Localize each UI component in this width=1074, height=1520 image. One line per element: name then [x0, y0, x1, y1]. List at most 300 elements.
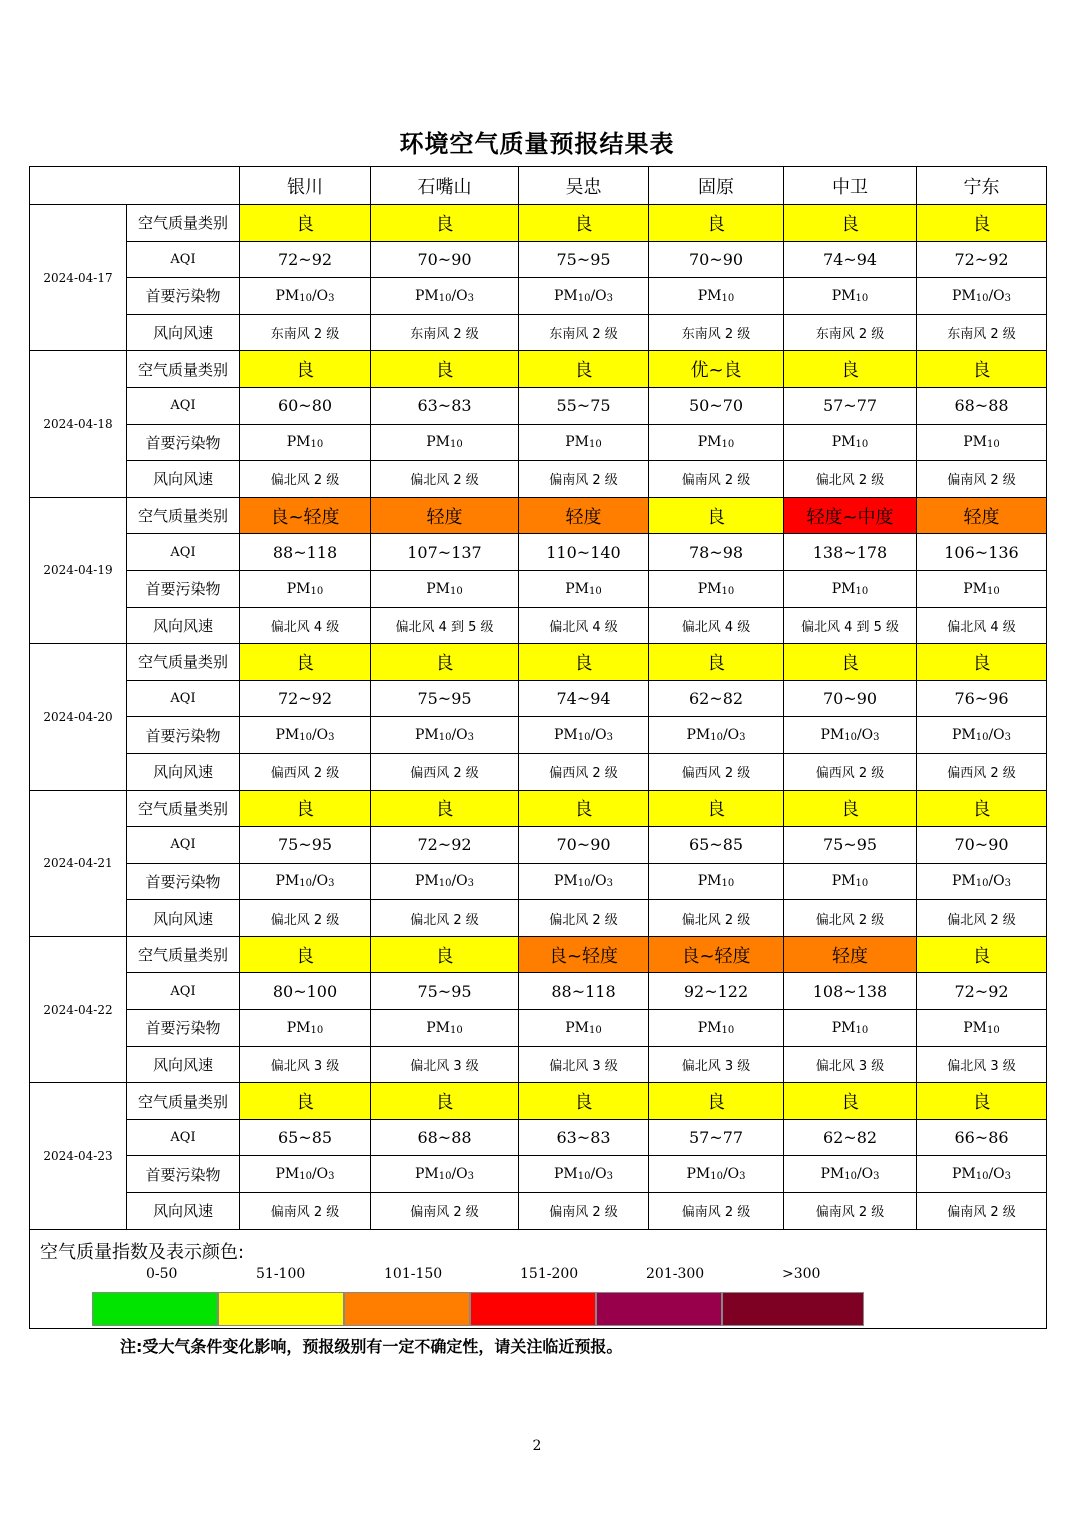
- row-label: AQI: [127, 534, 240, 571]
- wind-cell: 偏北风 2 级: [784, 461, 917, 498]
- subscript: 3: [1004, 732, 1012, 744]
- category-cell: 良: [649, 497, 784, 534]
- subscript: 3: [606, 732, 614, 744]
- subscript: 10: [450, 439, 463, 451]
- subscript: 3: [1004, 292, 1012, 304]
- pollutant-cell: $PM_{10}/O_3$: [519, 278, 649, 315]
- category-cell: 良: [917, 1083, 1047, 1120]
- pollutant-cell: $PM_{10}/O_3$: [371, 278, 519, 315]
- pollutant-cell: $PM_{10}$: [240, 1010, 371, 1047]
- aqi-cell: 70~90: [519, 827, 649, 864]
- aqi-cell: 70~90: [784, 680, 917, 717]
- aqi-cell: 92~122: [649, 973, 784, 1010]
- legend-range-label: >300: [782, 1265, 821, 1282]
- subscript: 10: [855, 439, 869, 451]
- category-cell: 良: [917, 936, 1047, 973]
- subscript: 10: [577, 1171, 591, 1183]
- wind-cell: 偏南风 2 级: [519, 1193, 649, 1230]
- wind-cell: 东南风 2 级: [519, 314, 649, 351]
- date-cell: 2024-04-21: [30, 790, 127, 936]
- category-cell: 优~良: [649, 351, 784, 388]
- aqi-cell: 75~95: [519, 241, 649, 278]
- aqi-cell: 72~92: [917, 241, 1047, 278]
- table-row: [30, 863, 1047, 900]
- pollutant-cell: $PM_{10}$: [649, 424, 784, 461]
- table-row: [30, 1010, 1047, 1047]
- category-cell: 良: [649, 205, 784, 242]
- table-row: [30, 717, 1047, 754]
- pollutant-cell: $PM_{10}/O_3$: [917, 278, 1047, 315]
- category-cell: 良: [519, 205, 649, 242]
- page-title: 环境空气质量预报结果表: [399, 130, 675, 158]
- pollutant-cell: $PM_{10}$: [240, 424, 371, 461]
- legend-range-label: 51-100: [256, 1265, 306, 1282]
- city-header: 固原: [649, 167, 784, 205]
- category-cell: 良: [371, 351, 519, 388]
- wind-cell: 东南风 2 级: [649, 314, 784, 351]
- row-label: AQI: [127, 973, 240, 1010]
- row-label: AQI: [127, 241, 240, 278]
- aqi-cell: 63~83: [519, 1119, 649, 1156]
- subscript: 3: [328, 292, 335, 304]
- pollutant-cell: $PM_{10}/O_3$: [519, 863, 649, 900]
- aqi-cell: 108~138: [784, 973, 917, 1010]
- wind-cell: 偏西风 2 级: [784, 753, 917, 790]
- legend-row: [30, 1229, 1047, 1328]
- pollutant-cell: $PM_{10}$: [917, 1010, 1047, 1047]
- legend-range-label: 0-50: [146, 1265, 178, 1282]
- pollutant-cell: $PM_{10}/O_3$: [240, 863, 371, 900]
- subscript: 10: [721, 439, 735, 451]
- aqi-cell: 80~100: [240, 973, 371, 1010]
- corner-cell: [30, 167, 240, 205]
- table-row: [30, 936, 1047, 973]
- aqi-cell: 74~94: [519, 680, 649, 717]
- subscript: 3: [873, 732, 880, 744]
- pollutant-cell: $PM_{10}/O_3$: [240, 278, 371, 315]
- wind-cell: 偏南风 2 级: [371, 1193, 519, 1230]
- pollutant-cell: $PM_{10}$: [371, 424, 519, 461]
- date-cell: 2024-04-17: [30, 205, 127, 351]
- subscript: 10: [975, 732, 989, 744]
- subscript: 3: [467, 1171, 475, 1183]
- aqi-cell: 65~85: [240, 1119, 371, 1156]
- subscript: 10: [310, 1024, 324, 1036]
- pollutant-cell: $PM_{10}$: [649, 278, 784, 315]
- aqi-cell: 88~118: [240, 534, 371, 571]
- subscript: 3: [606, 292, 614, 304]
- category-cell: 良: [240, 936, 371, 973]
- subscript: 3: [606, 1171, 614, 1183]
- pollutant-cell: $PM_{10}/O_3$: [240, 717, 371, 754]
- table-row: [30, 1193, 1047, 1230]
- subscript: 10: [299, 732, 312, 744]
- aqi-cell: 75~95: [371, 680, 519, 717]
- subscript: 10: [987, 1024, 1000, 1036]
- wind-cell: 偏北风 4 到 5 级: [371, 607, 519, 644]
- table-row: [30, 827, 1047, 864]
- category-cell: 良: [649, 1083, 784, 1120]
- subscript: 10: [721, 878, 735, 890]
- row-label: AQI: [127, 387, 240, 424]
- table-row: [30, 644, 1047, 681]
- table-row: [30, 314, 1047, 351]
- category-cell: 良~轻度: [240, 497, 371, 534]
- wind-cell: 偏西风 2 级: [649, 753, 784, 790]
- pollutant-cell: $PM_{10}/O_3$: [917, 717, 1047, 754]
- wind-cell: 偏北风 2 级: [371, 900, 519, 937]
- table-row: [30, 351, 1047, 388]
- category-cell: 良: [784, 351, 917, 388]
- aqi-cell: 138~178: [784, 534, 917, 571]
- legend: [30, 1229, 1047, 1328]
- aqi-cell: 110~140: [519, 534, 649, 571]
- aqi-cell: 75~95: [784, 827, 917, 864]
- wind-cell: 东南风 2 级: [371, 314, 519, 351]
- header-row: [30, 167, 1047, 205]
- wind-cell: 偏北风 2 级: [917, 900, 1047, 937]
- subscript: 3: [1004, 1171, 1012, 1183]
- category-cell: 良: [519, 351, 649, 388]
- pollutant-cell: $PM_{10}/O_3$: [519, 1156, 649, 1193]
- wind-cell: 偏南风 2 级: [649, 461, 784, 498]
- legend-swatch: [596, 1292, 722, 1326]
- row-label: 风向风速: [127, 461, 240, 498]
- aqi-cell: 74~94: [784, 241, 917, 278]
- subscript: 10: [855, 585, 869, 597]
- wind-cell: 偏北风 2 级: [240, 900, 371, 937]
- row-label: AQI: [127, 827, 240, 864]
- subscript: 10: [855, 878, 869, 890]
- category-cell: 良: [649, 644, 784, 681]
- aqi-cell: 107~137: [371, 534, 519, 571]
- wind-cell: 偏北风 2 级: [240, 461, 371, 498]
- category-cell: 良: [519, 644, 649, 681]
- table-row: [30, 790, 1047, 827]
- wind-cell: 偏南风 2 级: [917, 461, 1047, 498]
- pollutant-cell: $PM_{10}$: [649, 570, 784, 607]
- aqi-cell: 75~95: [371, 973, 519, 1010]
- table-row: [30, 241, 1047, 278]
- table-row: [30, 387, 1047, 424]
- category-cell: 良: [917, 644, 1047, 681]
- aqi-cell: 106~136: [917, 534, 1047, 571]
- pollutant-cell: $PM_{10}$: [519, 1010, 649, 1047]
- category-cell: 良: [917, 351, 1047, 388]
- subscript: 3: [467, 292, 475, 304]
- aqi-cell: 70~90: [649, 241, 784, 278]
- wind-cell: 偏南风 2 级: [519, 461, 649, 498]
- wind-cell: 偏北风 3 级: [917, 1046, 1047, 1083]
- category-cell: 良: [240, 644, 371, 681]
- table-row: [30, 1119, 1047, 1156]
- date-cell: 2024-04-20: [30, 644, 127, 790]
- subscript: 10: [710, 1171, 723, 1183]
- subscript: 10: [844, 1171, 857, 1183]
- subscript: 3: [873, 1171, 880, 1183]
- forecast-table: [29, 166, 1047, 1329]
- legend-swatch: [92, 1292, 218, 1326]
- category-cell: 轻度: [371, 497, 519, 534]
- legend-swatch: [470, 1292, 596, 1326]
- category-cell: 良: [519, 1083, 649, 1120]
- pollutant-cell: $PM_{10}/O_3$: [784, 717, 917, 754]
- category-cell: 良: [371, 1083, 519, 1120]
- date-cell: 2024-04-19: [30, 497, 127, 643]
- subscript: 10: [577, 292, 591, 304]
- wind-cell: 偏北风 2 级: [784, 900, 917, 937]
- subscript: 10: [855, 292, 869, 304]
- category-cell: 良: [649, 790, 784, 827]
- subscript: 3: [606, 878, 614, 890]
- row-label: 风向风速: [127, 753, 240, 790]
- aqi-cell: 75~95: [240, 827, 371, 864]
- footnote: 注:受大气条件变化影响，预报级别有一定不确定性，请关注临近预报。: [120, 1337, 623, 1356]
- pollutant-cell: $PM_{10}$: [519, 424, 649, 461]
- subscript: 10: [589, 585, 602, 597]
- legend-swatch: [344, 1292, 470, 1326]
- subscript: 10: [310, 585, 324, 597]
- subscript: 10: [299, 1171, 312, 1183]
- table-row: [30, 680, 1047, 717]
- row-label: AQI: [127, 1119, 240, 1156]
- table-row: [30, 753, 1047, 790]
- subscript: 10: [721, 292, 735, 304]
- aqi-cell: 63~83: [371, 387, 519, 424]
- wind-cell: 东南风 2 级: [240, 314, 371, 351]
- table-row: [30, 900, 1047, 937]
- city-header: 吴忠: [519, 167, 649, 205]
- wind-cell: 偏北风 3 级: [519, 1046, 649, 1083]
- subscript: 10: [450, 585, 463, 597]
- aqi-cell: 70~90: [917, 827, 1047, 864]
- subscript: 10: [450, 1024, 463, 1036]
- category-cell: 良~轻度: [649, 936, 784, 973]
- subscript: 10: [577, 878, 591, 890]
- category-cell: 轻度~中度: [784, 497, 917, 534]
- table-row: [30, 1083, 1047, 1120]
- aqi-cell: 68~88: [917, 387, 1047, 424]
- table-row: [30, 497, 1047, 534]
- category-cell: 轻度: [917, 497, 1047, 534]
- row-label: 空气质量类别: [127, 644, 240, 681]
- date-cell: 2024-04-22: [30, 936, 127, 1082]
- aqi-cell: 57~77: [784, 387, 917, 424]
- wind-cell: 偏北风 2 级: [649, 900, 784, 937]
- city-header: 宁东: [917, 167, 1047, 205]
- table-row: [30, 278, 1047, 315]
- aqi-cell: 72~92: [240, 241, 371, 278]
- subscript: 10: [987, 585, 1000, 597]
- wind-cell: 东南风 2 级: [917, 314, 1047, 351]
- aqi-cell: 66~86: [917, 1119, 1047, 1156]
- wind-cell: 偏北风 4 级: [649, 607, 784, 644]
- pollutant-cell: $PM_{10}$: [649, 1010, 784, 1047]
- subscript: 3: [328, 732, 335, 744]
- subscript: 3: [739, 1171, 746, 1183]
- pollutant-cell: $PM_{10}$: [649, 863, 784, 900]
- pollutant-cell: $PM_{10}/O_3$: [519, 717, 649, 754]
- category-cell: 良: [519, 790, 649, 827]
- category-cell: 良: [240, 205, 371, 242]
- wind-cell: 偏南风 2 级: [784, 1193, 917, 1230]
- pollutant-cell: $PM_{10}$: [917, 570, 1047, 607]
- wind-cell: 偏北风 4 级: [519, 607, 649, 644]
- wind-cell: 东南风 2 级: [784, 314, 917, 351]
- category-cell: 良~轻度: [519, 936, 649, 973]
- subscript: 10: [438, 292, 452, 304]
- table-row: [30, 570, 1047, 607]
- row-label: 空气质量类别: [127, 936, 240, 973]
- pollutant-cell: $PM_{10}$: [240, 570, 371, 607]
- row-label: 首要污染物: [127, 863, 240, 900]
- table-row: [30, 534, 1047, 571]
- row-label: 空气质量类别: [127, 1083, 240, 1120]
- wind-cell: 偏北风 3 级: [240, 1046, 371, 1083]
- pollutant-cell: $PM_{10}/O_3$: [240, 1156, 371, 1193]
- category-cell: 良: [240, 351, 371, 388]
- row-label: 首要污染物: [127, 1010, 240, 1047]
- aqi-cell: 62~82: [784, 1119, 917, 1156]
- subscript: 10: [577, 732, 591, 744]
- wind-cell: 偏北风 4 到 5 级: [784, 607, 917, 644]
- subscript: 10: [710, 732, 723, 744]
- category-cell: 轻度: [519, 497, 649, 534]
- row-label: AQI: [127, 680, 240, 717]
- aqi-cell: 70~90: [371, 241, 519, 278]
- legend-swatch: [722, 1292, 864, 1326]
- pollutant-cell: $PM_{10}/O_3$: [371, 1156, 519, 1193]
- wind-cell: 偏南风 2 级: [240, 1193, 371, 1230]
- subscript: 3: [739, 732, 746, 744]
- row-label: 首要污染物: [127, 717, 240, 754]
- pollutant-cell: $PM_{10}$: [371, 570, 519, 607]
- wind-cell: 偏北风 4 级: [917, 607, 1047, 644]
- wind-cell: 偏北风 3 级: [784, 1046, 917, 1083]
- wind-cell: 偏北风 4 级: [240, 607, 371, 644]
- wind-cell: 偏西风 2 级: [917, 753, 1047, 790]
- wind-cell: 偏北风 2 级: [371, 461, 519, 498]
- aqi-cell: 50~70: [649, 387, 784, 424]
- city-header: 石嘴山: [371, 167, 519, 205]
- wind-cell: 偏西风 2 级: [519, 753, 649, 790]
- pollutant-cell: $PM_{10}$: [784, 278, 917, 315]
- wind-cell: 偏北风 3 级: [371, 1046, 519, 1083]
- category-cell: 良: [917, 790, 1047, 827]
- subscript: 10: [975, 292, 989, 304]
- pollutant-cell: $PM_{10}$: [917, 424, 1047, 461]
- pollutant-cell: $PM_{10}/O_3$: [649, 717, 784, 754]
- table-row: [30, 1046, 1047, 1083]
- category-cell: 良: [240, 790, 371, 827]
- pollutant-cell: $PM_{10}/O_3$: [784, 1156, 917, 1193]
- row-label: 风向风速: [127, 1193, 240, 1230]
- aqi-cell: 57~77: [649, 1119, 784, 1156]
- table-row: [30, 205, 1047, 242]
- wind-cell: 偏北风 2 级: [519, 900, 649, 937]
- aqi-cell: 55~75: [519, 387, 649, 424]
- pollutant-cell: $PM_{10}$: [784, 1010, 917, 1047]
- aqi-cell: 62~82: [649, 680, 784, 717]
- row-label: 风向风速: [127, 900, 240, 937]
- pollutant-cell: $PM_{10}$: [784, 424, 917, 461]
- city-header: 中卫: [784, 167, 917, 205]
- category-cell: 良: [784, 644, 917, 681]
- subscript: 10: [310, 439, 324, 451]
- category-cell: 轻度: [784, 936, 917, 973]
- pollutant-cell: $PM_{10}$: [371, 1010, 519, 1047]
- row-label: 空气质量类别: [127, 497, 240, 534]
- subscript: 10: [721, 1024, 735, 1036]
- table-row: [30, 424, 1047, 461]
- legend-title: 空气质量指数及表示颜色:: [40, 1241, 245, 1263]
- pollutant-cell: $PM_{10}/O_3$: [649, 1156, 784, 1193]
- subscript: 10: [844, 732, 857, 744]
- pollutant-cell: $PM_{10}/O_3$: [371, 717, 519, 754]
- category-cell: 良: [784, 205, 917, 242]
- aqi-cell: 76~96: [917, 680, 1047, 717]
- row-label: 空气质量类别: [127, 790, 240, 827]
- row-label: 首要污染物: [127, 424, 240, 461]
- table-row: [30, 973, 1047, 1010]
- wind-cell: 偏西风 2 级: [371, 753, 519, 790]
- table-row: [30, 1156, 1047, 1193]
- legend-range-label: 151-200: [520, 1265, 579, 1282]
- aqi-cell: 68~88: [371, 1119, 519, 1156]
- aqi-cell: 72~92: [371, 827, 519, 864]
- pollutant-cell: $PM_{10}/O_3$: [917, 1156, 1047, 1193]
- subscript: 10: [721, 585, 735, 597]
- category-cell: 良: [784, 790, 917, 827]
- table-row: [30, 607, 1047, 644]
- aqi-cell: 78~98: [649, 534, 784, 571]
- page-number: 2: [532, 1438, 542, 1454]
- subscript: 3: [467, 732, 475, 744]
- subscript: 10: [975, 1171, 989, 1183]
- row-label: 首要污染物: [127, 570, 240, 607]
- row-label: 风向风速: [127, 607, 240, 644]
- category-cell: 良: [917, 205, 1047, 242]
- table-row: [30, 461, 1047, 498]
- pollutant-cell: $PM_{10}$: [784, 570, 917, 607]
- row-label: 空气质量类别: [127, 351, 240, 388]
- wind-cell: 偏北风 3 级: [649, 1046, 784, 1083]
- subscript: 10: [855, 1024, 869, 1036]
- category-cell: 良: [371, 644, 519, 681]
- subscript: 3: [328, 878, 335, 890]
- aqi-cell: 65~85: [649, 827, 784, 864]
- aqi-cell: 60~80: [240, 387, 371, 424]
- category-cell: 良: [240, 1083, 371, 1120]
- date-cell: 2024-04-23: [30, 1083, 127, 1229]
- row-label: 风向风速: [127, 314, 240, 351]
- subscript: 10: [987, 439, 1000, 451]
- pollutant-cell: $PM_{10}/O_3$: [371, 863, 519, 900]
- aqi-cell: 88~118: [519, 973, 649, 1010]
- wind-cell: 偏西风 2 级: [240, 753, 371, 790]
- wind-cell: 偏南风 2 级: [649, 1193, 784, 1230]
- subscript: 10: [438, 1171, 452, 1183]
- legend-swatch: [218, 1292, 344, 1326]
- city-header: 银川: [240, 167, 371, 205]
- pollutant-cell: $PM_{10}/O_3$: [917, 863, 1047, 900]
- row-label: 首要污染物: [127, 1156, 240, 1193]
- legend-range-label: 201-300: [646, 1265, 705, 1282]
- row-label: 空气质量类别: [127, 205, 240, 242]
- subscript: 3: [1004, 878, 1012, 890]
- pollutant-cell: $PM_{10}$: [784, 863, 917, 900]
- row-label: 首要污染物: [127, 278, 240, 315]
